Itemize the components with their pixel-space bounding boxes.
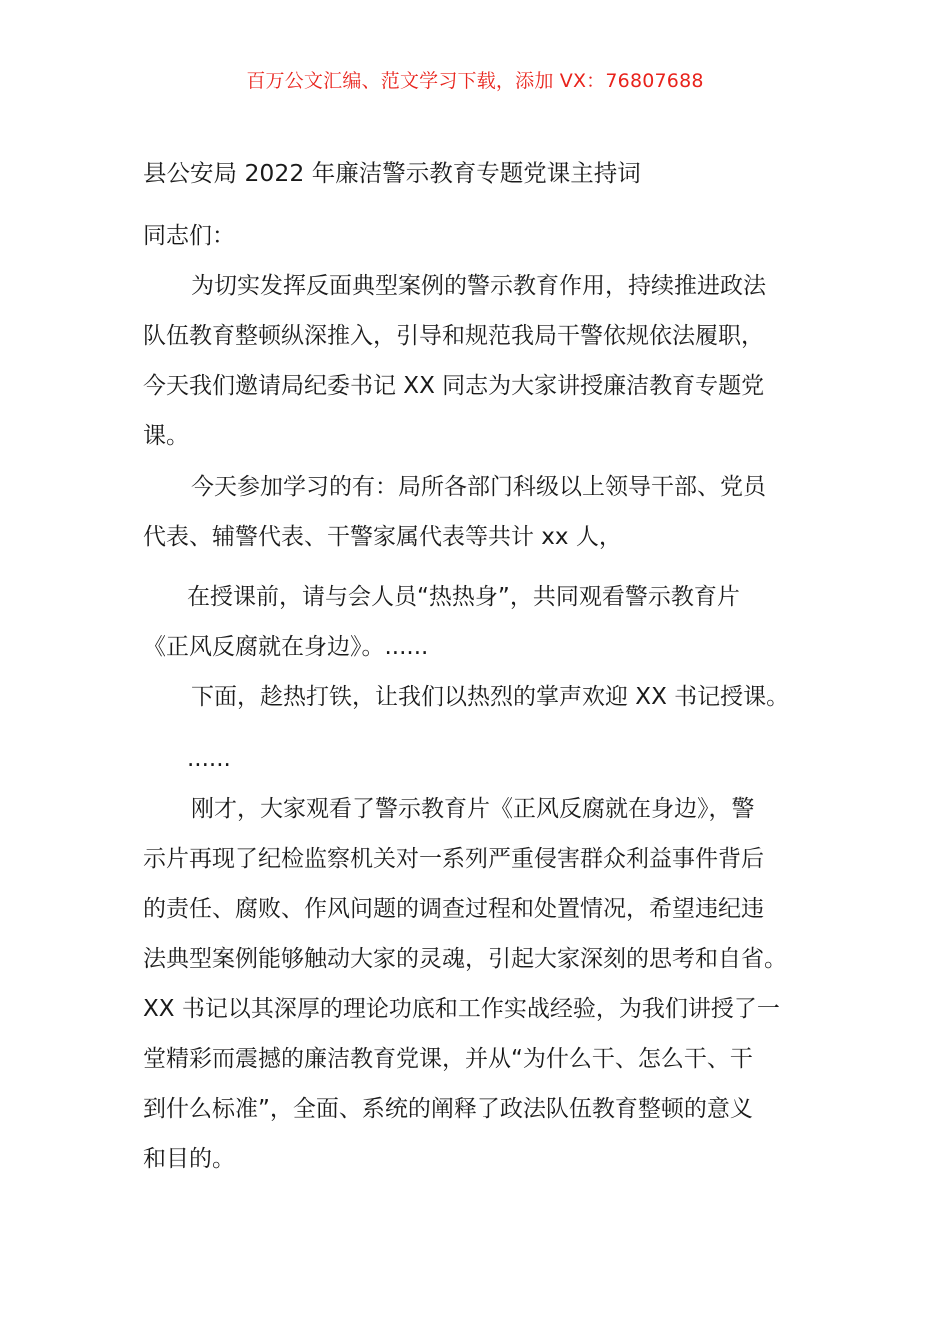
- body-line: 在授课前，请与会人员“热热身”，共同观看警示教育片: [187, 584, 740, 610]
- body-line: 为切实发挥反面典型案例的警示教育作用，持续推进政法: [191, 273, 766, 299]
- document-title: 县公安局 2022 年廉洁警示教育专题党课主持词: [143, 159, 641, 187]
- body-line: 示片再现了纪检监察机关对一系列严重侵害群众利益事件背后: [143, 846, 764, 872]
- body-line: 和目的。: [143, 1146, 235, 1172]
- body-line: 队伍教育整顿纵深推入，引导和规范我局干警依规依法履职，: [143, 323, 764, 349]
- body-line: XX 书记以其深厚的理论功底和工作实战经验，为我们讲授了一: [143, 996, 780, 1022]
- body-line: 的责任、腐败、作风问题的调查过程和处置情况，希望违纪违: [143, 896, 764, 922]
- body-line: 今天我们邀请局纪委书记 XX 同志为大家讲授廉洁教育专题党: [143, 373, 765, 399]
- body-line: 《正风反腐就在身边》。......: [143, 634, 429, 660]
- header-banner: 百万公文汇编、范文学习下载，添加 VX：76807688: [246, 70, 704, 92]
- body-line: 课。: [143, 423, 189, 449]
- body-line: 今天参加学习的有：局所各部门科级以上领导干部、党员: [191, 474, 766, 500]
- body-line: ......: [187, 746, 231, 772]
- body-line: 下面，趁热打铁，让我们以热烈的掌声欢迎 XX 书记授课。: [191, 684, 790, 710]
- salutation: 同志们：: [143, 223, 235, 249]
- body-line: 到什么标准”，全面、系统的阐释了政法队伍教育整顿的意义: [143, 1096, 753, 1122]
- body-line: 堂精彩而震撼的廉洁教育党课，并从“为什么干、怎么干、干: [143, 1046, 753, 1072]
- body-line: 代表、辅警代表、干警家属代表等共计 xx 人，: [143, 524, 622, 550]
- body-line: 法典型案例能够触动大家的灵魂，引起大家深刻的思考和自省。: [143, 946, 787, 972]
- body-line: 刚才，大家观看了警示教育片《正风反腐就在身边》，警: [191, 796, 755, 822]
